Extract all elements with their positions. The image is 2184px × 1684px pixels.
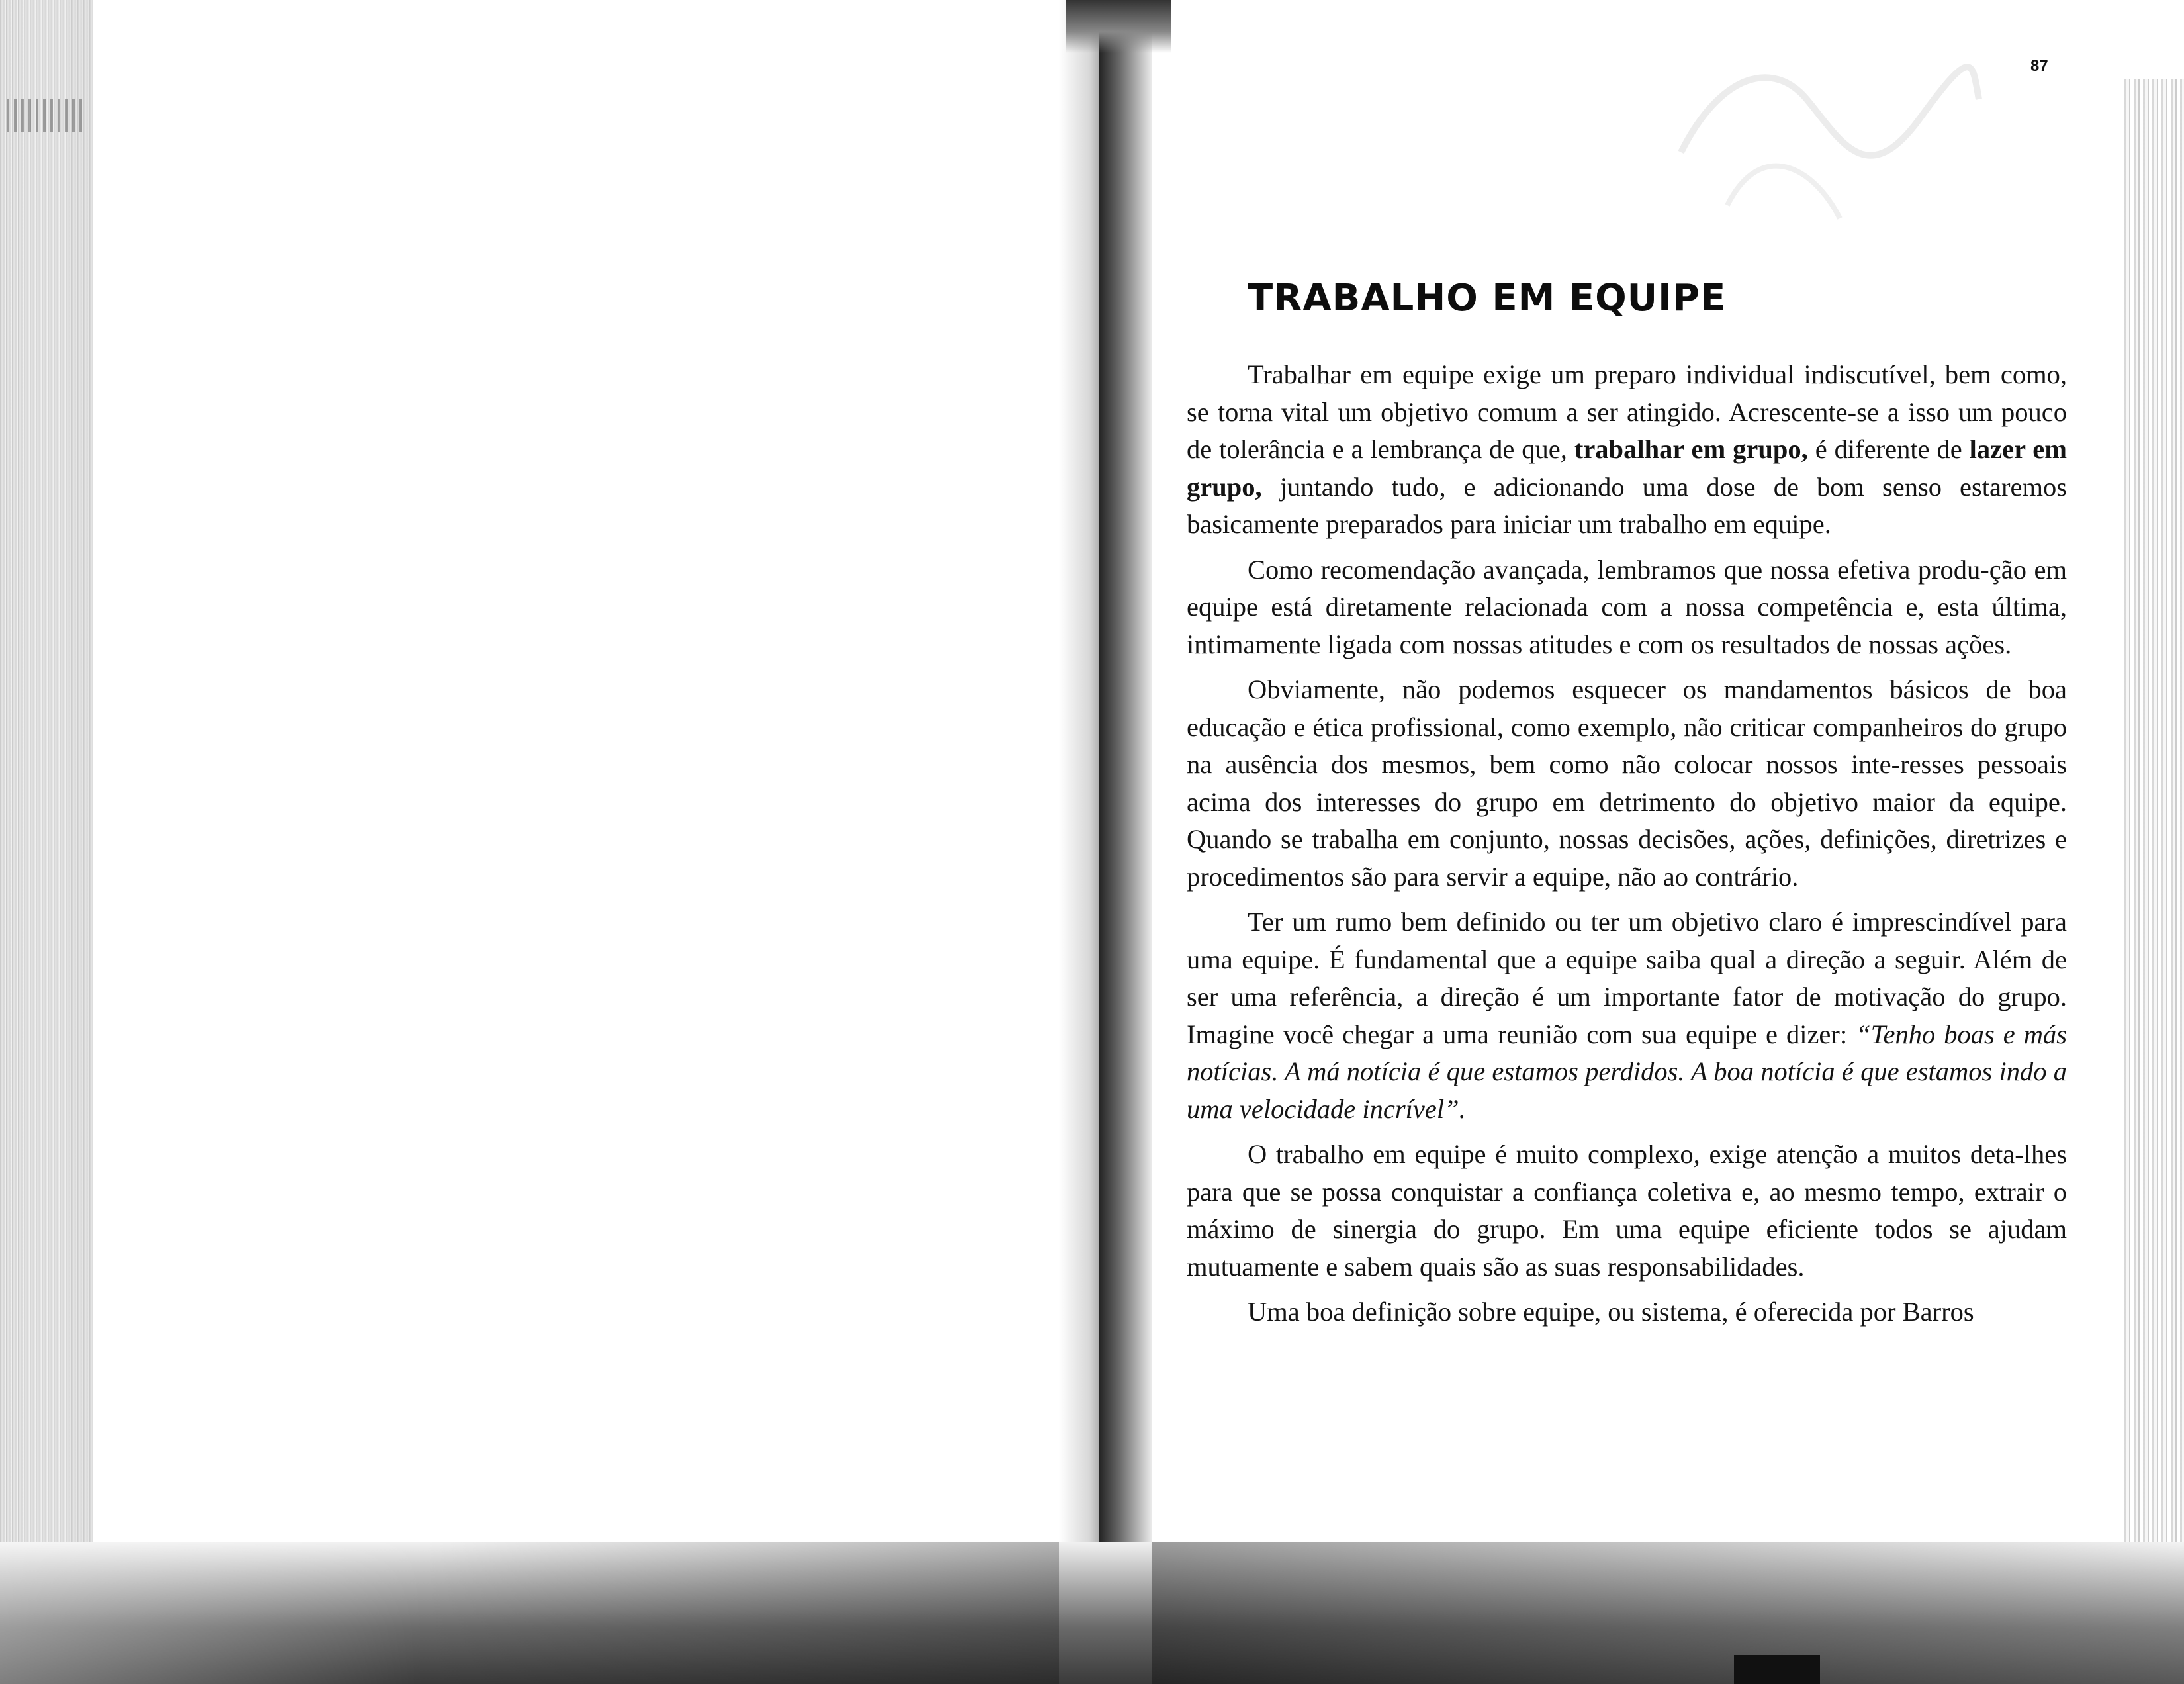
faint-watermark-scribble: [1641, 20, 1985, 245]
paragraph-text: juntando tudo, e adicionando uma dose de bom senso estaremos basicamente preparados para iniciar um trabalho em equipe.: [1187, 471, 2067, 539]
paragraph-2: [1187, 551, 2067, 664]
left-page-edge: [0, 0, 93, 1582]
chapter-title: TRABALHO EM EQUIPE: [1248, 277, 1727, 320]
page-number: 87: [2030, 57, 2048, 75]
paragraph-text: O trabalho em equipe é muito complexo, exige atenção a muitos deta-lhes para que se possa conquistar a confiança coletiva e, ao mesmo tempo, extrair o máximo de sinergia do grupo. Em uma equipe eficiente todos se ajudam mutuamente e sabem quais são as suas responsabilidades.: [1187, 1139, 2067, 1282]
bottom-scan-shadow-right: [1152, 1542, 2184, 1684]
bold-phrase: lazer em grupo,: [1187, 434, 2067, 502]
page-edge-marks: [7, 99, 86, 132]
paragraph-text: Trabalhar em equipe exige um preparo individual indiscutível, bem como, se torna vital um objetivo comum a ser atingido. Acrescente-se a isso um pouco de tolerância e a lembrança de que,: [1187, 359, 2067, 464]
body-text: [1187, 356, 2067, 1331]
paragraph-4: [1187, 904, 2067, 1128]
paragraph-6: [1187, 1293, 2067, 1331]
gutter-top-shadow: [1066, 0, 1171, 53]
paragraph-text: Ter um rumo bem definido ou ter um objetivo claro é imprescindível para uma equipe. É fundamental que a equipe saiba qual a direção a seguir. Além de ser uma referência, a direção é um importante fator de motivação do grupo. Imagine você chegar a uma reunião com sua equipe e dizer:: [1187, 907, 2067, 1049]
paragraph-5: [1187, 1136, 2067, 1286]
italic-quote: “Tenho boas e más notícias. A má notícia é que estamos perdidos. A boa notícia é que estamos indo a uma velocidade incrível”.: [1187, 1019, 2067, 1124]
paragraph-1: [1187, 356, 2067, 543]
right-page-edge: [2124, 79, 2184, 1582]
paragraph-text: é diferente de: [1807, 434, 1970, 464]
paragraph-text: Como recomendação avançada, lembramos que nossa efetiva produ-ção em equipe está diretamente relacionada com a nossa competência e, esta última, intimamente ligada com nossas atitudes e com os resultados de nossas ações.: [1187, 554, 2067, 659]
paragraph-text: Uma boa definição sobre equipe, ou sistema, é oferecida por Barros: [1248, 1297, 1974, 1327]
scanner-bar: [1734, 1655, 1820, 1684]
book-gutter-shadow-right: [1099, 0, 1152, 1582]
paragraph-text: Obviamente, não podemos esquecer os mandamentos básicos de boa educação e ética profissional, como exemplo, não criticar companheiros do grupo na ausência dos mesmos, bem como não colocar nossos inte-resses pessoais acima dos interesses do grupo em detrimento do objetivo maior da equipe. Quando se trabalha em conjunto, nossas decisões, ações, definições, diretrizes e procedimentos são para servir a equipe, não ao contrário.: [1187, 675, 2067, 892]
left-page-blank: [93, 0, 1059, 1542]
bold-phrase: trabalhar em grupo,: [1574, 434, 1808, 464]
bottom-scan-shadow-left: [0, 1542, 1059, 1684]
paragraph-3: [1187, 671, 2067, 896]
